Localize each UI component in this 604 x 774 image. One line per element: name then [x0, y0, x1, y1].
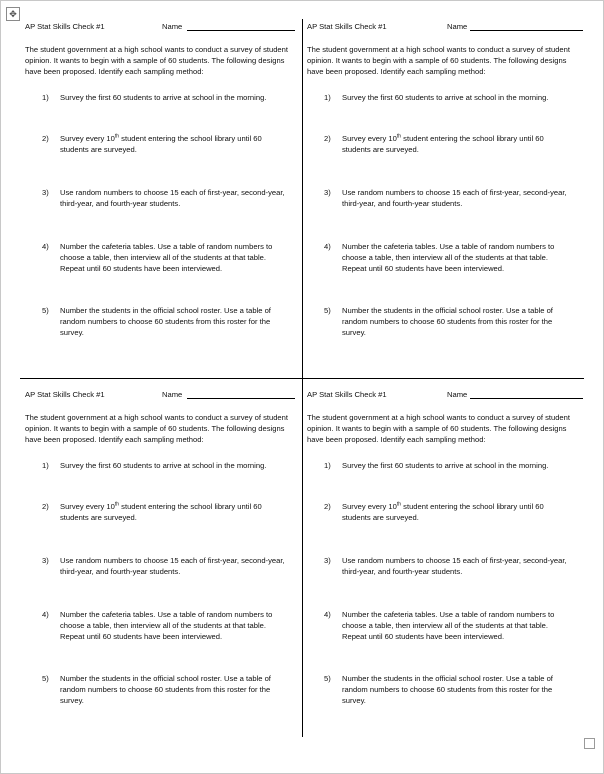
question-text: Number the cafeteria tables. Use a table of random numbers to choose a table, then interview all of the students at that table. Repeat until 60 students have been interviewed.	[60, 242, 273, 273]
question-number: 4)	[42, 242, 49, 251]
question-item	[307, 555, 577, 577]
question-item	[25, 460, 295, 471]
horizontal-divider	[20, 378, 584, 379]
question-number: 5)	[42, 674, 49, 683]
worksheet-copy-bottom-left	[25, 388, 295, 706]
question-text: Number the cafeteria tables. Use a table of random numbers to choose a table, then interview all of the students at that table. Repeat until 60 students have been interviewed.	[342, 610, 555, 641]
question-number: 5)	[324, 674, 331, 683]
intro-paragraph: The student government at a high school wants to conduct a survey of student opinion. It wants to begin with a sample of 60 students. The following designs have been proposed. Identify each sampling method:	[25, 413, 288, 444]
question-number: 1)	[42, 93, 49, 102]
name-label: Name	[162, 390, 183, 399]
question-number: 3)	[42, 556, 49, 565]
question-text: Number the students in the official school roster. Use a table of random numbers to choose 60 students from this roster for the survey.	[60, 306, 271, 337]
question-number: 3)	[324, 188, 331, 197]
question-text: Survey the first 60 students to arrive at school in the morning.	[60, 93, 267, 102]
question-number: 1)	[324, 461, 331, 470]
question-item	[25, 92, 295, 103]
name-blank-line[interactable]	[470, 398, 583, 399]
question-number: 1)	[324, 93, 331, 102]
question-number: 1)	[42, 461, 49, 470]
name-blank-line[interactable]	[470, 30, 583, 31]
worksheet-title: AP Stat Skills Check #1	[307, 390, 387, 399]
worksheet-copy-bottom-right	[307, 388, 577, 706]
question-number: 4)	[42, 610, 49, 619]
question-number: 4)	[324, 242, 331, 251]
question-item	[307, 609, 577, 642]
question-item	[25, 673, 295, 706]
question-item	[307, 305, 577, 338]
question-number: 3)	[42, 188, 49, 197]
question-item	[25, 555, 295, 577]
table-move-handle[interactable]	[6, 7, 20, 21]
question-text: Survey every 10th student entering the school library until 60 students are surveyed.	[60, 133, 262, 154]
question-item	[307, 501, 577, 523]
worksheet-header	[307, 388, 577, 402]
name-blank-line[interactable]	[187, 30, 295, 31]
question-item	[307, 92, 577, 103]
question-item	[307, 133, 577, 155]
question-item	[307, 187, 577, 209]
worksheet-title: AP Stat Skills Check #1	[25, 22, 105, 31]
question-text: Survey the first 60 students to arrive at school in the morning.	[342, 93, 549, 102]
question-item	[307, 241, 577, 274]
question-item	[25, 133, 295, 155]
intro-paragraph: The student government at a high school wants to conduct a survey of student opinion. It wants to begin with a sample of 60 students. The following designs have been proposed. Identify each sampling method:	[307, 413, 570, 444]
question-text: Survey every 10th student entering the school library until 60 students are surveyed.	[342, 133, 544, 154]
question-text: Use random numbers to choose 15 each of first-year, second-year, third-year, and fourth-year students.	[60, 188, 285, 208]
worksheet-header	[25, 20, 295, 34]
question-text: Number the cafeteria tables. Use a table of random numbers to choose a table, then interview all of the students at that table. Repeat until 60 students have been interviewed.	[60, 610, 273, 641]
move-cross-icon: ✥	[9, 9, 17, 19]
worksheet-copy-top-right	[307, 20, 577, 338]
name-label: Name	[162, 22, 183, 31]
table-resize-handle[interactable]	[584, 738, 595, 749]
question-number: 5)	[42, 306, 49, 315]
question-text: Survey the first 60 students to arrive at school in the morning.	[342, 461, 549, 470]
question-item	[307, 460, 577, 471]
worksheet-title: AP Stat Skills Check #1	[25, 390, 105, 399]
question-number: 2)	[324, 134, 331, 143]
worksheet-copy-top-left	[25, 20, 295, 338]
question-number: 5)	[324, 306, 331, 315]
name-blank-line[interactable]	[187, 398, 295, 399]
worksheet-header	[25, 388, 295, 402]
question-text: Use random numbers to choose 15 each of first-year, second-year, third-year, and fourth-year students.	[60, 556, 285, 576]
question-number: 2)	[42, 134, 49, 143]
question-item	[25, 187, 295, 209]
question-item	[25, 501, 295, 523]
name-label: Name	[447, 22, 468, 31]
question-text: Number the students in the official school roster. Use a table of random numbers to choose 60 students from this roster for the survey.	[342, 674, 553, 705]
question-text: Use random numbers to choose 15 each of first-year, second-year, third-year, and fourth-year students.	[342, 188, 567, 208]
question-item	[25, 609, 295, 642]
question-text: Survey the first 60 students to arrive at school in the morning.	[60, 461, 267, 470]
question-item	[25, 305, 295, 338]
question-number: 2)	[42, 502, 49, 511]
worksheet-title: AP Stat Skills Check #1	[307, 22, 387, 31]
question-number: 4)	[324, 610, 331, 619]
question-text: Survey every 10th student entering the school library until 60 students are surveyed.	[342, 501, 544, 522]
question-item	[25, 241, 295, 274]
question-text: Survey every 10th student entering the school library until 60 students are surveyed.	[60, 501, 262, 522]
name-label: Name	[447, 390, 468, 399]
question-text: Use random numbers to choose 15 each of first-year, second-year, third-year, and fourth-year students.	[342, 556, 567, 576]
intro-paragraph: The student government at a high school wants to conduct a survey of student opinion. It wants to begin with a sample of 60 students. The following designs have been proposed. Identify each sampling method:	[25, 45, 288, 76]
question-text: Number the students in the official school roster. Use a table of random numbers to choose 60 students from this roster for the survey.	[60, 674, 271, 705]
question-text: Number the cafeteria tables. Use a table of random numbers to choose a table, then interview all of the students at that table. Repeat until 60 students have been interviewed.	[342, 242, 555, 273]
intro-paragraph: The student government at a high school wants to conduct a survey of student opinion. It wants to begin with a sample of 60 students. The following designs have been proposed. Identify each sampling method:	[307, 45, 570, 76]
question-item	[307, 673, 577, 706]
question-number: 3)	[324, 556, 331, 565]
question-number: 2)	[324, 502, 331, 511]
question-text: Number the students in the official school roster. Use a table of random numbers to choose 60 students from this roster for the survey.	[342, 306, 553, 337]
worksheet-header	[307, 20, 577, 34]
